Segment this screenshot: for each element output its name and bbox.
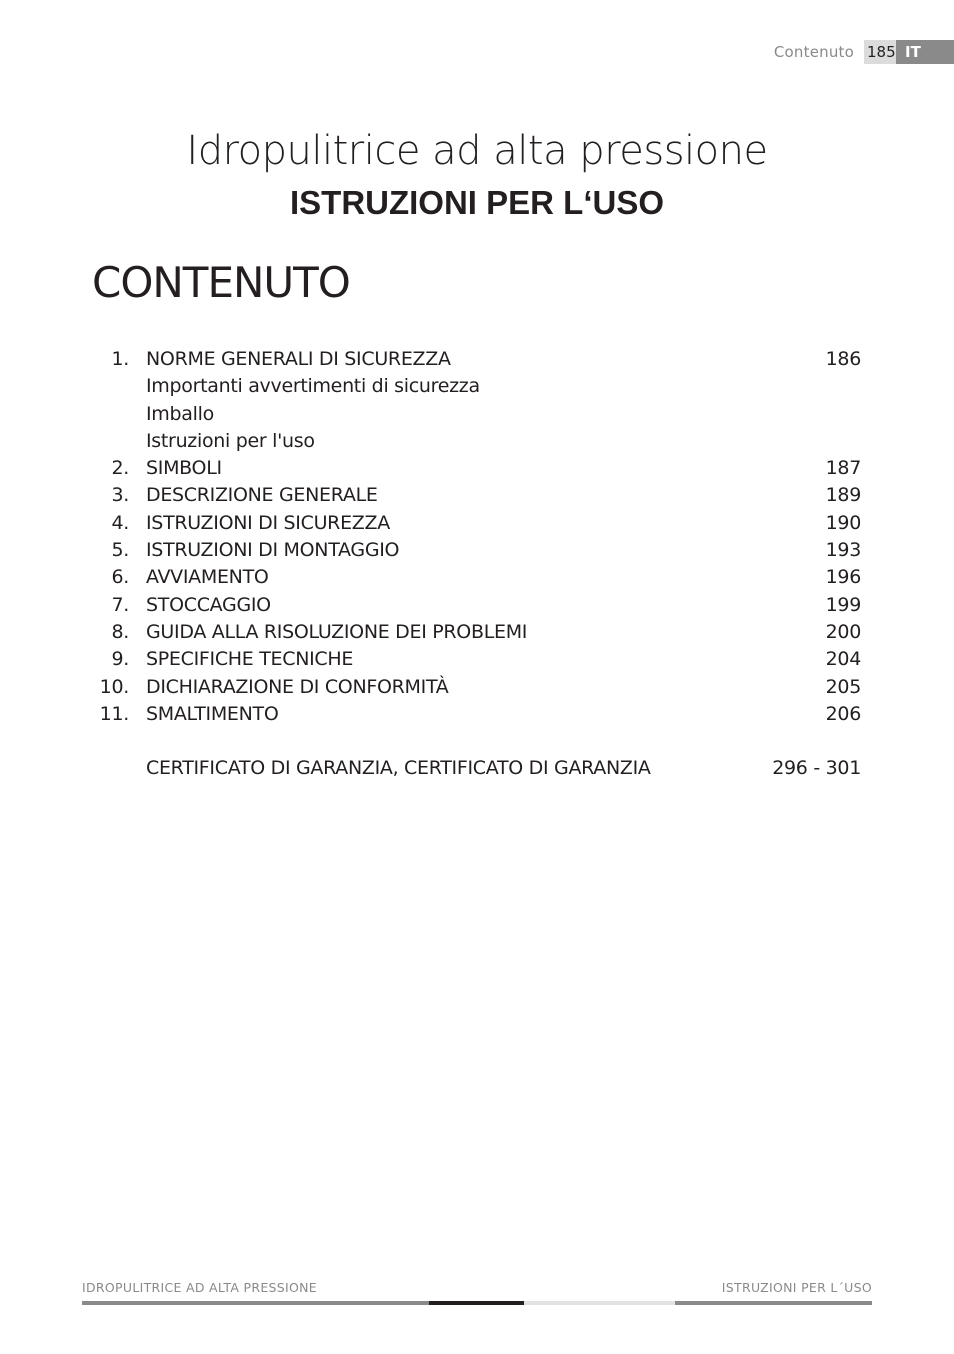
footer-rule bbox=[82, 1301, 872, 1305]
toc-entry-page: 190 bbox=[825, 511, 861, 534]
footer-rule-segment bbox=[429, 1301, 524, 1305]
page-header bbox=[774, 40, 954, 64]
toc-entry-warranty[interactable] bbox=[0, 755, 954, 782]
toc-entry[interactable] bbox=[0, 455, 954, 482]
toc-spacer bbox=[0, 728, 954, 755]
toc-entry-page: 199 bbox=[825, 593, 861, 616]
table-of-contents bbox=[0, 346, 954, 783]
toc-entry-page: 186 bbox=[825, 348, 861, 370]
document-title: Idropulitrice ad alta pressione bbox=[186, 128, 768, 174]
toc-entry-number: 2. bbox=[111, 457, 129, 480]
toc-entry-label: AVVIAMENTO bbox=[146, 566, 269, 589]
footer-rule-segment bbox=[675, 1301, 872, 1305]
toc-entry-number: 9. bbox=[111, 648, 129, 671]
toc-entry-number: 1. bbox=[111, 348, 129, 370]
toc-entry-number: 3. bbox=[111, 484, 129, 507]
toc-entry-page: 205 bbox=[825, 675, 861, 698]
toc-entry-label: Istruzioni per l'uso bbox=[146, 429, 315, 452]
toc-entry-page: 204 bbox=[825, 648, 861, 671]
footer-rule-segment bbox=[524, 1301, 675, 1305]
toc-entry-label: Imballo bbox=[146, 402, 214, 425]
toc-entry-page: 200 bbox=[825, 620, 861, 643]
toc-entry-label: SIMBOLI bbox=[146, 457, 222, 480]
toc-entry-label: SMALTIMENTO bbox=[146, 702, 279, 725]
toc-entry-label: DICHIARAZIONE DI CONFORMITÀ bbox=[146, 675, 449, 698]
toc-entry[interactable] bbox=[0, 646, 954, 673]
toc-subentry[interactable] bbox=[0, 373, 954, 400]
toc-entry[interactable] bbox=[0, 592, 954, 619]
footer-rule-segment bbox=[82, 1301, 429, 1305]
toc-entry-label: GUIDA ALLA RISOLUZIONE DEI PROBLEMI bbox=[146, 620, 528, 643]
toc-entry-label: SPECIFICHE TECNICHE bbox=[146, 648, 354, 671]
toc-entry-number: 4. bbox=[111, 511, 129, 534]
toc-entry[interactable] bbox=[0, 346, 954, 373]
toc-entry[interactable] bbox=[0, 701, 954, 728]
toc-entry-label: Importanti avvertimenti di sicurezza bbox=[146, 375, 480, 398]
header-section-title: Contenuto bbox=[773, 43, 854, 61]
toc-entry[interactable] bbox=[0, 482, 954, 509]
header-language-tab: IT bbox=[896, 40, 954, 64]
toc-entry-number: 11. bbox=[99, 702, 129, 725]
toc-entry-page: 206 bbox=[825, 702, 861, 725]
toc-entry-label: CERTIFICATO DI GARANZIA, CERTIFICATO DI GARANZIA bbox=[146, 757, 651, 780]
toc-entry-label: NORME GENERALI DI SICUREZZA bbox=[146, 348, 451, 370]
toc-entry-number: 10. bbox=[99, 675, 129, 698]
toc-entry[interactable] bbox=[0, 619, 954, 646]
toc-entry-number: 5. bbox=[111, 539, 129, 562]
toc-entry-page: 296 - 301 bbox=[772, 757, 861, 780]
toc-entry-page: 193 bbox=[825, 539, 861, 562]
toc-entry-label: ISTRUZIONI DI MONTAGGIO bbox=[146, 539, 400, 562]
contents-heading: CONTENUTO bbox=[92, 258, 350, 307]
header-page-number: 185 bbox=[864, 40, 896, 64]
toc-entry-page: 189 bbox=[825, 484, 861, 507]
toc-entry-page: 187 bbox=[825, 457, 861, 480]
toc-entry[interactable] bbox=[0, 510, 954, 537]
toc-entry-label: DESCRIZIONE GENERALE bbox=[146, 484, 378, 507]
toc-entry[interactable] bbox=[0, 674, 954, 701]
document-subtitle: ISTRUZIONI PER L‘USO bbox=[289, 184, 665, 221]
toc-entry[interactable] bbox=[0, 537, 954, 564]
toc-subentry[interactable] bbox=[0, 428, 954, 455]
toc-entry-label: ISTRUZIONI DI SICUREZZA bbox=[146, 511, 390, 534]
footer-right-text: ISTRUZIONI PER L´USO bbox=[721, 1280, 872, 1295]
toc-entry-label: STOCCAGGIO bbox=[146, 593, 271, 616]
toc-entry-number: 7. bbox=[111, 593, 129, 616]
toc-entry-number: 6. bbox=[111, 566, 129, 589]
toc-entry-page: 196 bbox=[825, 566, 861, 589]
toc-subentry[interactable] bbox=[0, 401, 954, 428]
footer-left-text: IDROPULITRICE AD ALTA PRESSIONE bbox=[82, 1280, 317, 1295]
toc-entry-number: 8. bbox=[111, 620, 129, 643]
toc-entry[interactable] bbox=[0, 564, 954, 591]
